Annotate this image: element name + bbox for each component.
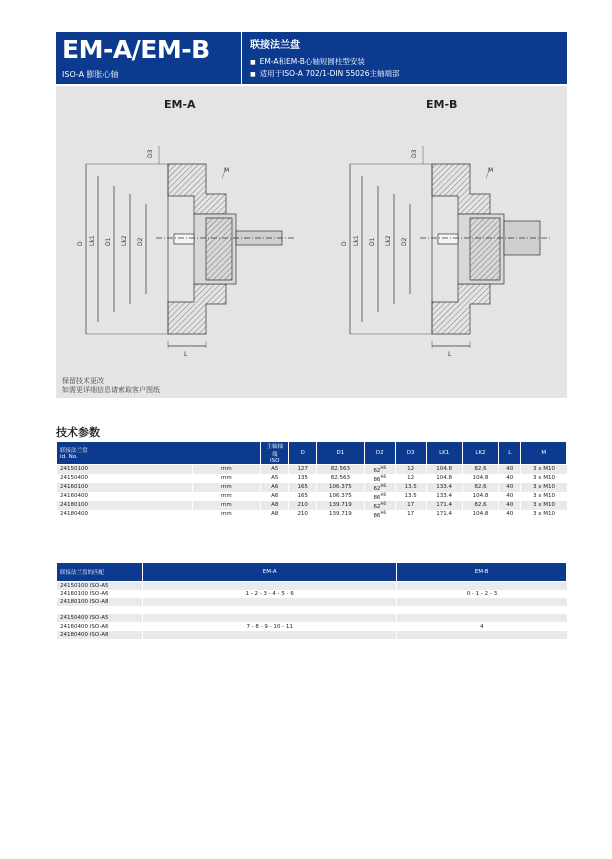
dim-label: D2 <box>401 237 408 246</box>
col-header-name: 联接法兰盘 Id. No. <box>57 442 261 465</box>
bullet-item: ■ EM-A和EM-B心轴短圆柱型安装 <box>250 56 559 68</box>
col-header: D2 <box>364 442 395 465</box>
dim-label: M <box>224 167 230 174</box>
section-heading: 联接法兰盘 <box>250 40 300 51</box>
col-header: M <box>521 442 567 465</box>
table-row: 24180400 ISO-A8 <box>57 631 567 639</box>
product-title: EM-A/EM-B <box>62 35 210 64</box>
drawing-em-b <box>350 146 552 348</box>
specs-section-title: 技术参数 <box>56 426 100 439</box>
table-row: 24150400 ISO-A5 <box>57 614 567 622</box>
col-header: D3 <box>395 442 426 465</box>
match-table <box>56 562 567 639</box>
col-header-iso: 主轴轴端 ISO <box>261 442 289 465</box>
col-header-em-b: EM-B <box>397 563 567 582</box>
drawing-em-a <box>86 146 296 348</box>
table-row: 24180400 mm A8 210 139.719 $86^{H6}$ 17 171.4 104.8 40 3 x M10 <box>57 510 567 519</box>
dim-label: L <box>448 351 452 358</box>
dim-label: D1 <box>105 237 112 246</box>
drawing-label-em-a: EM-A <box>164 98 196 111</box>
dim-label: Lk1 <box>89 235 96 246</box>
product-subtitle: ISO-A 膨胀心轴 <box>62 70 119 79</box>
col-header-em-a: EM-A <box>143 563 397 582</box>
technical-drawing <box>56 86 567 398</box>
col-header-name: 联接法兰盘的匹配 <box>57 563 143 582</box>
col-header: LK2 <box>462 442 498 465</box>
table-row: 24150400 mm A5 135 82.563 $86^{H6}$ 12 104.8 104.8 40 3 x M10 <box>57 474 567 483</box>
col-header: D <box>289 442 317 465</box>
dim-label: M <box>488 167 494 174</box>
dim-label: Lk2 <box>385 235 392 246</box>
dim-label: Lk2 <box>121 235 128 246</box>
drawing-note: 保留技术更改 <box>62 377 104 385</box>
col-header: LK1 <box>426 442 462 465</box>
dim-label: D2 <box>137 237 144 246</box>
dim-label: D <box>77 241 84 246</box>
table-row: 24160100 mm A6 165 106.375 $62^{H6}$ 13.5 133.4 82.6 40 3 x M10 <box>57 483 567 492</box>
header-title-block <box>56 32 242 84</box>
specs-table <box>56 441 567 519</box>
header-description <box>242 32 567 84</box>
dim-label: D3 <box>411 149 418 158</box>
bullet-item: ■ 适用于ISO-A 702/1-DIN 55026主轴端部 <box>250 68 559 80</box>
col-header: D1 <box>317 442 364 465</box>
table-row: 24180100 mm A8 210 139.719 $62^{H6}$ 17 171.4 82.6 40 3 x M10 <box>57 501 567 510</box>
table-row: 24160400 ISO-A6 7 - 8 - 9 - 10 - 11 4 <box>57 622 567 630</box>
dim-label: D1 <box>369 237 376 246</box>
table-row <box>57 606 567 614</box>
flange-cross-section-svg <box>56 86 567 398</box>
dim-label: L <box>184 351 188 358</box>
dim-label: D <box>341 241 348 246</box>
page-header <box>56 32 567 84</box>
drawing-note: 如需更详细信息请索取客户图纸 <box>62 386 160 394</box>
dim-label: Lk1 <box>353 235 360 246</box>
table-row: 24160400 mm A6 165 106.375 $86^{H6}$ 13.5 133.4 104.8 40 3 x M10 <box>57 492 567 501</box>
table-row: 24150100 mm A5 127 82.563 $62^{H6}$ 12 104.8 82.6 40 3 x M10 <box>57 465 567 474</box>
dim-label: D3 <box>147 149 154 158</box>
col-header: L <box>499 442 521 465</box>
table-row: 24150100 ISO-A5 <box>57 582 567 590</box>
table-row: 24180100 ISO-A8 <box>57 598 567 606</box>
table-row: 24160100 ISO-A6 1 - 2 - 3 - 4 - 5 - 6 0 - 1 - 2 - 3 <box>57 590 567 598</box>
drawing-label-em-b: EM-B <box>426 98 458 111</box>
